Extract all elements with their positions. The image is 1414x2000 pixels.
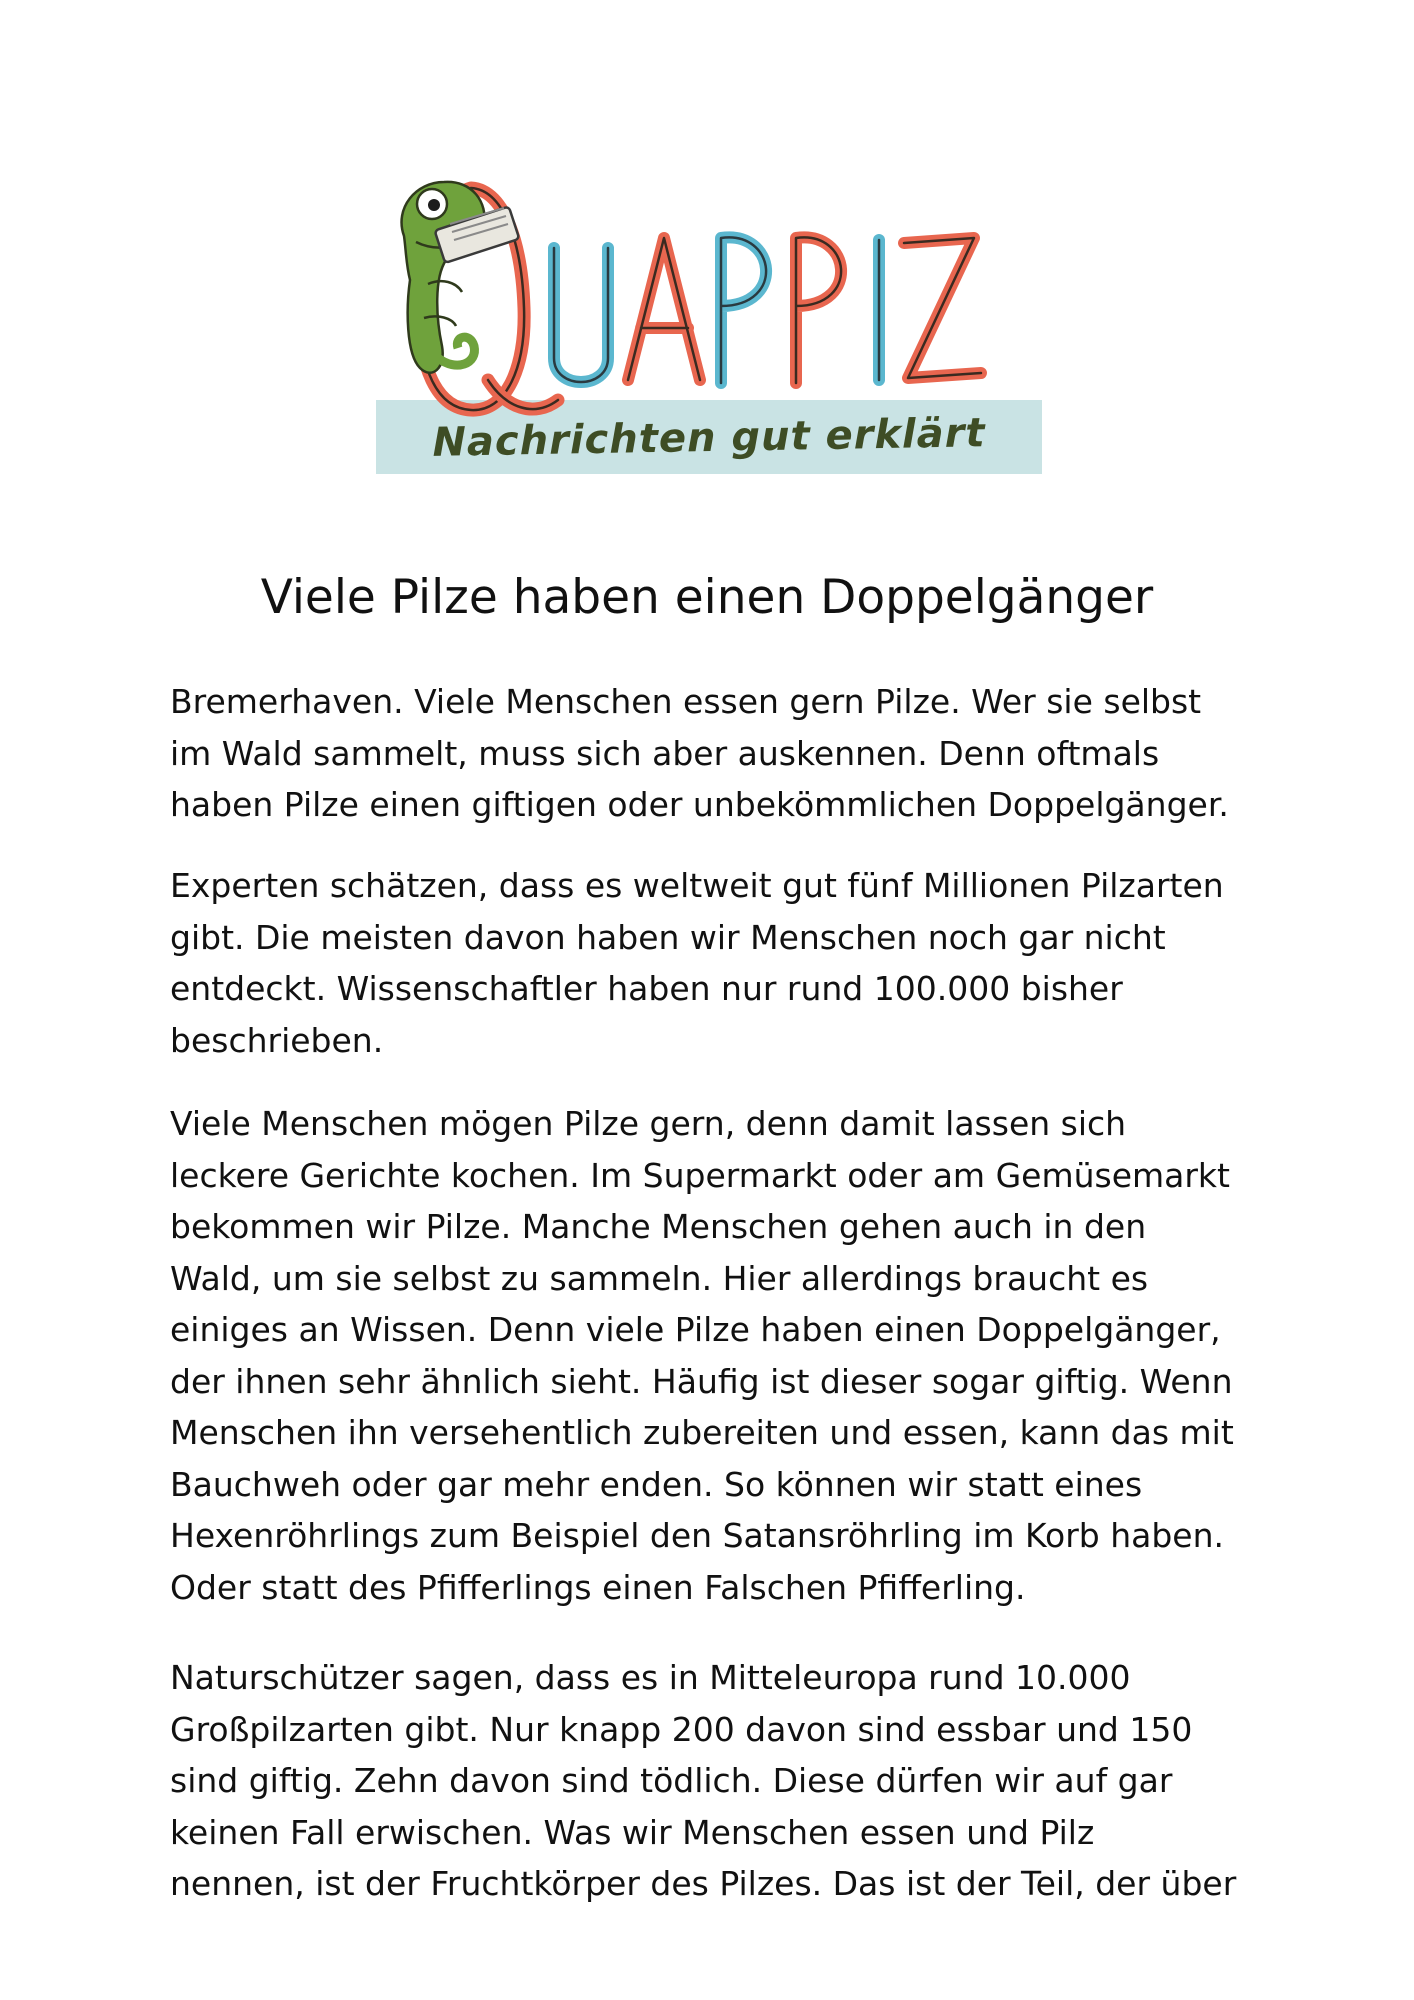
paragraph-line: Viele Menschen mögen Pilze gern, denn damit lassen sich xyxy=(170,1104,1127,1143)
article-paragraph-2 xyxy=(170,860,1250,1066)
paragraph-line: sind giftig. Zehn davon sind tödlich. Diese dürfen wir auf gar xyxy=(170,1761,1173,1800)
wordmark-letter-p1 xyxy=(721,237,766,383)
paragraph-line: beschrieben. xyxy=(170,1020,384,1060)
quappiz-logo xyxy=(376,168,1042,480)
wordmark-letter-a xyxy=(628,238,700,380)
paragraph-line: bekommen wir Pilze. Manche Menschen gehen auch in den xyxy=(170,1207,1147,1246)
paragraph-line: der ihnen sehr ähnlich sieht. Häufig ist dieser sogar giftig. Wenn xyxy=(170,1361,1233,1401)
article-paragraph-4 xyxy=(170,1652,1250,1910)
logo-tagline: Nachrichten gut erklärt xyxy=(432,410,986,466)
paragraph-line: Naturschützer sagen, dass es in Mitteleuropa rund 10.000 xyxy=(170,1658,1131,1697)
quappiz-wordmark xyxy=(376,168,1042,480)
article-title: Viele Pilze haben einen Doppelgänger xyxy=(260,570,1154,625)
article-paragraph-3 xyxy=(170,1098,1250,1613)
paragraph-line: Menschen ihn versehentlich zubereiten und essen, kann das mit xyxy=(170,1413,1234,1452)
paragraph-line: gibt. Die meisten davon haben wir Menschen noch gar nicht xyxy=(170,917,1166,957)
paragraph-line: leckere Gerichte kochen. Im Supermarkt oder am Gemüsemarkt xyxy=(170,1155,1230,1195)
wordmark-letter-z xyxy=(904,238,981,378)
article-paragraph-1 xyxy=(170,676,1250,831)
paragraph-line: Großpilzarten gibt. Nur knapp 200 davon sind essbar und 150 xyxy=(170,1709,1193,1749)
paragraph-line: im Wald sammelt, muss sich aber auskennen. Denn oftmals xyxy=(170,733,1160,773)
wordmark-letter-u xyxy=(554,248,608,382)
wordmark-letter-p2 xyxy=(796,237,841,383)
paragraph-line: Wald, um sie selbst zu sammeln. Hier allerdings braucht es xyxy=(170,1258,1149,1298)
paragraph-line: keinen Fall erwischen. Was wir Menschen essen und Pilz xyxy=(170,1812,1095,1852)
paragraph-line: Bauchweh oder gar mehr enden. So können wir statt eines xyxy=(170,1464,1143,1504)
paragraph-line: nennen, ist der Fruchtkörper des Pilzes. Das ist der Teil, der über xyxy=(170,1864,1237,1903)
chameleon-reading-newspaper-icon xyxy=(402,182,520,373)
paragraph-line: Oder statt des Pfifferlings einen Falschen Pfifferling. xyxy=(170,1567,1026,1607)
paragraph-line: einiges an Wissen. Denn viele Pilze haben einen Doppelgänger, xyxy=(170,1310,1221,1349)
paragraph-line: Bremerhaven. Viele Menschen essen gern Pilze. Wer sie selbst xyxy=(170,682,1202,721)
paragraph-line: haben Pilze einen giftigen oder unbekömmlichen Doppelgänger. xyxy=(170,785,1229,824)
paragraph-line: Hexenröhrlings zum Beispiel den Satansröhrling im Korb haben. xyxy=(170,1516,1225,1555)
paragraph-line: Experten schätzen, dass es weltweit gut fünf Millionen Pilzarten xyxy=(170,866,1224,905)
paragraph-line: entdeckt. Wissenschaftler haben nur rund 100.000 bisher xyxy=(170,969,1123,1008)
